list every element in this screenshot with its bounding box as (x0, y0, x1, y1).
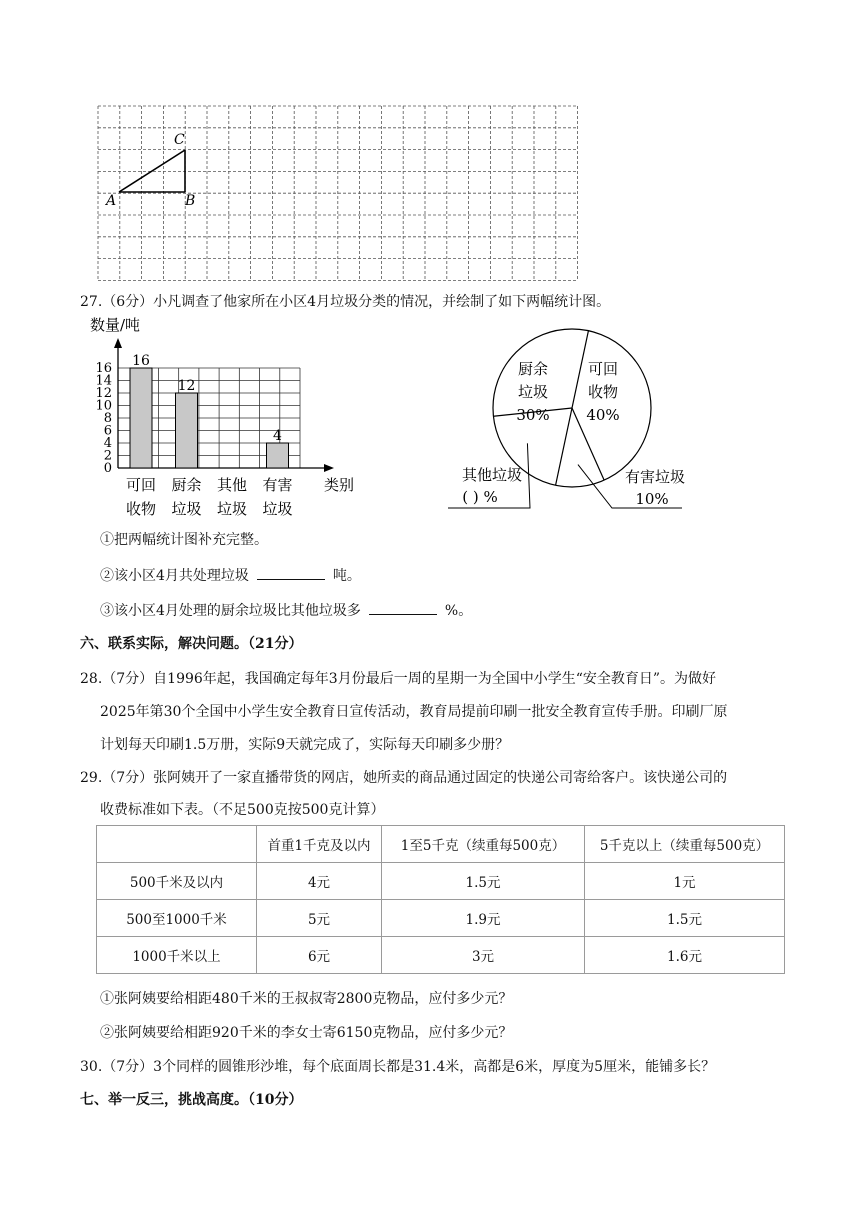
q29-sub1: ①张阿姨要给相距480千米的王叔叔寄2800克物品，应付多少元？ (100, 991, 513, 1007)
q29-line1: 29.（7分）张阿姨开了一家直播带货的网店，她所卖的商品通过固定的快递公司寄给客户。该快递公司的 (80, 770, 728, 786)
grid-figure (96, 104, 580, 282)
y-tick-label: 4 (103, 436, 112, 451)
table-cell: 4元 (257, 863, 382, 900)
x-tick-label: 可回 (125, 476, 157, 494)
y-tick-label: 10 (95, 398, 112, 414)
x-tick-label: 垃圾 (216, 500, 248, 516)
dashed-grid (98, 106, 578, 280)
y-tick-label: 6 (103, 423, 112, 439)
y-tick-label: 16 (95, 361, 112, 376)
table-header-row (97, 826, 785, 863)
x-tick-label: 垃圾 (262, 500, 293, 516)
q27-sub2 (100, 565, 361, 585)
q27-sub2-post: 吨。 (332, 568, 361, 584)
q30-text: 30.（7分）3个同样的圆锥形沙堆，每个底面周长都是31.4米，高都是6米，厚度为5厘米，能铺多长？ (80, 1059, 716, 1075)
point-label-b: B (185, 193, 196, 209)
pie-label-kitchen: 30% (516, 406, 550, 424)
table-header-cell: 首重1千克及以内 (257, 826, 382, 863)
answer-blank-percent[interactable] (369, 600, 437, 615)
y-tick-label: 8 (103, 411, 112, 426)
bar (176, 393, 198, 468)
table-cell: 5元 (257, 900, 382, 937)
table-cell: 1.5元 (585, 900, 785, 937)
answer-blank-total[interactable] (257, 565, 325, 580)
table-cell: 1000千米以上 (97, 937, 257, 974)
q28-line2: 2025年第30个全国中小学生安全教育日宣传活动，教育局提前印刷一批安全教育宣传手册。印刷厂原 (100, 704, 728, 720)
x-tick-label: 有害 (262, 476, 293, 494)
table-cell: 1.9元 (382, 900, 585, 937)
table-header-cell (97, 826, 257, 863)
pie-label-kitchen: 垃圾 (517, 383, 549, 401)
pie-pct-hazardous: 10% (635, 490, 669, 508)
table-cell: 1.5元 (382, 863, 585, 900)
pie-label-kitchen: 厨余 (517, 360, 549, 378)
table-cell: 3元 (382, 937, 585, 974)
q27-sub2-pre: ②该小区4月共处理垃圾 (100, 568, 249, 584)
point-label-c: C (174, 132, 185, 148)
table-cell: 6元 (257, 937, 382, 974)
bar (130, 368, 152, 468)
q27-sub3-pre: ③该小区4月处理的厨余垃圾比其他垃圾多 (100, 603, 361, 619)
q27-sub3-post: %。 (444, 603, 473, 619)
q28-line1: 28.（7分）自1996年起，我国确定每年3月份最后一周的星期一为全国中小学生“安全教育日”。为做好 (80, 671, 717, 687)
fee-table (96, 825, 785, 974)
x-tick-label: 垃圾 (171, 500, 202, 516)
table-header-cell: 5千克以上（续重每500克） (585, 826, 785, 863)
q27-sub1: ①把两幅统计图补充完整。 (100, 532, 268, 548)
section7-heading: 七、举一反三，挑战高度。（10分） (80, 1092, 303, 1108)
pie-label-recyclable: 收物 (587, 383, 619, 401)
table-cell: 1元 (585, 863, 785, 900)
q29-sub2: ②张阿姨要给相距920千米的李女士寄6150克物品，应付多少元？ (100, 1025, 513, 1041)
pie-pct-other: ( ) % (462, 488, 498, 506)
pie-label-other: 其他垃圾 (461, 466, 523, 484)
x-tick-label: 收物 (125, 500, 157, 516)
table-cell: 1.6元 (585, 937, 785, 974)
data-label: 12 (177, 378, 196, 394)
table-cell: 500千米及以内 (97, 863, 257, 900)
y-tick-label: 0 (103, 461, 112, 476)
pie-label-recyclable: 40% (586, 406, 620, 424)
section6-heading: 六、联系实际，解决问题。（21分） (80, 636, 303, 652)
y-axis-arrow (114, 338, 122, 348)
q27-sub3 (100, 600, 472, 620)
table-row (97, 863, 785, 900)
table-header-cell: 1至5千克（续重每500克） (382, 826, 585, 863)
data-label: 4 (273, 428, 282, 444)
y-tick-label: 2 (103, 448, 112, 464)
q28-line3: 计划每天印刷1.5万册，实际9天就完成了，实际每天印刷多少册？ (100, 737, 510, 753)
table-row (97, 900, 785, 937)
table-row (97, 937, 785, 974)
y-axis-title: 数量/吨 (90, 316, 141, 334)
x-axis-arrow (324, 464, 334, 472)
point-label-a: A (106, 193, 117, 209)
pie-label-hazardous: 有害垃圾 (624, 468, 686, 486)
q27-prompt: 27.（6分）小凡调查了他家所在小区4月垃圾分类的情况，并绘制了如下两幅统计图。 (80, 294, 611, 310)
q29-line2: 收费标准如下表。（不足500克按500克计算） (100, 802, 385, 818)
table-cell: 500至1000千米 (97, 900, 257, 937)
x-tick-label: 其他 (216, 476, 248, 494)
bar-chart (90, 316, 390, 516)
y-tick-label: 12 (95, 386, 112, 401)
y-tick-label: 14 (95, 373, 112, 389)
x-tick-label: 厨余 (171, 476, 202, 494)
x-axis-title: 类别 (324, 476, 355, 494)
pie-chart (440, 320, 700, 520)
data-label: 16 (132, 353, 150, 369)
pie-label-recyclable: 可回 (587, 360, 619, 378)
bar (267, 443, 289, 468)
